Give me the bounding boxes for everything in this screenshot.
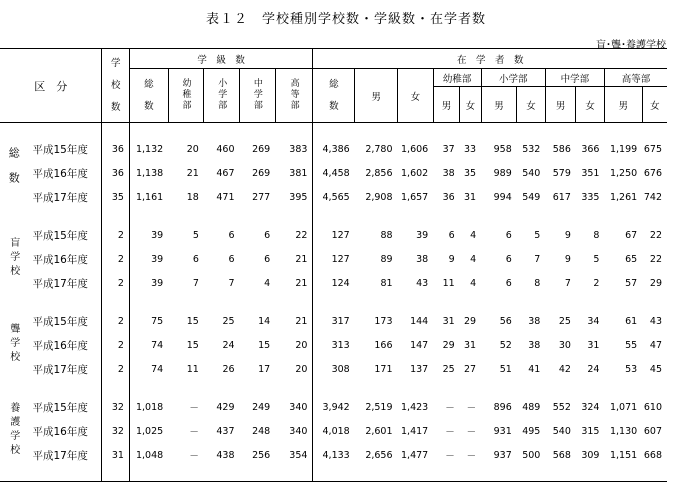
table-cell: 75 [151, 315, 164, 327]
category-header: 区 分 [0, 49, 102, 123]
group-label-total: 総数 [7, 146, 21, 197]
table-cell: 489 [522, 401, 541, 413]
table-cell: 74 [151, 363, 164, 375]
table-cell: 549 [522, 191, 541, 203]
table-row [0, 419, 667, 443]
table-cell: 1,161 [135, 191, 164, 203]
table-cell: 24 [587, 363, 600, 375]
year-label: 平成16年度 [27, 247, 102, 271]
table-cell: 25 [558, 315, 571, 327]
table-cell: 1,018 [135, 401, 164, 413]
mi-male-header: 男 [545, 87, 576, 123]
table-cell: 568 [552, 449, 571, 461]
table-cell: 1,250 [609, 167, 638, 179]
table-cell: 256 [252, 449, 271, 461]
table-cell: 5 [534, 229, 541, 241]
table-cell: 249 [252, 401, 271, 413]
table-cell: 31 [442, 315, 455, 327]
table-cell: － [189, 451, 199, 462]
table-cell: 617 [552, 191, 571, 203]
table-cell: 29 [442, 339, 455, 351]
table-cell: 127 [331, 229, 350, 241]
table-cell: 675 [643, 143, 662, 155]
table-cell: 1,477 [401, 449, 429, 461]
table-cell: 21 [275, 309, 313, 333]
table-cell: 22 [275, 223, 313, 247]
table-cell: 351 [581, 167, 600, 179]
table-cell: 994 [493, 191, 512, 203]
table-cell: 2 [102, 271, 130, 295]
year-label: 平成15年度 [27, 223, 102, 247]
table-cell: 383 [275, 137, 313, 161]
table-cell: 2,780 [365, 143, 393, 155]
table-cell: 22 [649, 253, 662, 265]
table-cell: 742 [643, 191, 662, 203]
table-cell: 65 [625, 253, 638, 265]
table-cell: 2,656 [365, 449, 393, 461]
table-cell: － [445, 427, 455, 438]
table-cell: 18 [186, 191, 199, 203]
table-cell: 32 [102, 419, 130, 443]
table-cell: 366 [581, 143, 600, 155]
elementary-header: 小学部 [481, 69, 545, 87]
table-cell: 896 [493, 401, 512, 413]
table-cell: 460 [216, 143, 235, 155]
table-cell: 2 [102, 223, 130, 247]
table-cell: 2,519 [365, 401, 393, 413]
table-cell: 45 [649, 363, 662, 375]
table-cell: 29 [649, 277, 662, 289]
table-cell: 958 [493, 143, 512, 155]
table-cell: － [445, 403, 455, 414]
table-cell: 4,133 [322, 449, 350, 461]
table-cell: 25 [222, 315, 235, 327]
table-cell: 43 [649, 315, 662, 327]
table-cell: 579 [552, 167, 571, 179]
table-cell: 931 [493, 425, 512, 437]
table-cell: 540 [522, 167, 541, 179]
table-cell: 6 [264, 229, 271, 241]
classes-elementary-header: 小学部 [204, 69, 240, 123]
table-cell: 74 [151, 339, 164, 351]
table-cell: 41 [528, 363, 541, 375]
table-cell: 6 [505, 277, 512, 289]
mi-female-header: 女 [576, 87, 605, 123]
table-row [0, 161, 667, 185]
table-row [0, 309, 667, 333]
classes-header: 学 級 数 [129, 49, 312, 69]
table-cell: － [445, 451, 455, 462]
table-cell: 437 [216, 425, 235, 437]
year-label: 平成15年度 [27, 309, 102, 333]
group-label-rou: 聾学校 [7, 322, 19, 365]
table-cell: 381 [275, 161, 313, 185]
table-cell: 500 [522, 449, 541, 461]
table-cell: 37 [442, 143, 455, 155]
table-cell: 4 [470, 253, 477, 265]
table-cell: 89 [380, 253, 393, 265]
classes-kindergarten-header: 幼稚部 [168, 69, 204, 123]
table-cell: 340 [275, 395, 313, 419]
table-cell: 9 [564, 229, 571, 241]
table-cell: 38 [528, 339, 541, 351]
classes-high-header: 高等部 [275, 69, 313, 123]
table-cell: 1,261 [609, 191, 638, 203]
table-cell: 269 [252, 167, 271, 179]
group-label-mou: 盲学校 [7, 236, 19, 279]
year-label: 平成16年度 [27, 161, 102, 185]
table-cell: 313 [331, 339, 350, 351]
table-cell: － [189, 427, 199, 438]
table-cell: － [466, 451, 477, 462]
table-cell: 35 [464, 167, 477, 179]
table-cell: 127 [331, 253, 350, 265]
table-cell: 989 [493, 167, 512, 179]
table-cell: 467 [216, 167, 235, 179]
table-cell: 4,565 [322, 191, 350, 203]
table-cell: 2,601 [365, 425, 393, 437]
table-row [0, 271, 667, 295]
el-female-header: 女 [517, 87, 546, 123]
students-header: 在 学 者 数 [313, 49, 667, 69]
table-cell: 43 [416, 277, 429, 289]
middle-header: 中学部 [545, 69, 604, 87]
table-cell: 171 [374, 363, 393, 375]
table-cell: 20 [275, 333, 313, 357]
table-cell: 47 [649, 339, 662, 351]
statistics-table [0, 48, 667, 482]
table-cell: 137 [410, 363, 429, 375]
table-cell: 57 [625, 277, 638, 289]
table-row [0, 357, 667, 381]
table-cell: 2 [102, 247, 130, 271]
table-cell: 21 [186, 167, 199, 179]
table-cell: 15 [258, 339, 271, 351]
table-cell: 36 [102, 161, 130, 185]
table-cell: 668 [643, 449, 662, 461]
table-cell: 6 [264, 253, 271, 265]
classes-total-header: 総 数 [129, 69, 168, 123]
table-cell: 53 [625, 363, 638, 375]
table-cell: － [466, 403, 477, 414]
table-cell: 1,151 [609, 449, 638, 461]
page-title: 表１２ 学校種別学校数・学級数・在学者数 [205, 12, 486, 27]
table-cell: 1,025 [135, 425, 164, 437]
year-label: 平成15年度 [27, 137, 102, 161]
table-cell: 51 [499, 363, 512, 375]
table-cell: 438 [216, 449, 235, 461]
table-cell: 5 [192, 229, 199, 241]
table-cell: 30 [558, 339, 571, 351]
table-cell: 2,856 [365, 167, 393, 179]
table-cell: 429 [216, 401, 235, 413]
table-cell: 56 [499, 315, 512, 327]
table-cell: 335 [581, 191, 600, 203]
table-cell: 20 [275, 357, 313, 381]
table-cell: 34 [587, 315, 600, 327]
table-cell: 2 [593, 277, 600, 289]
year-label: 平成15年度 [27, 395, 102, 419]
table-cell: 269 [252, 143, 271, 155]
schools-header: 学 校 数 [102, 49, 130, 123]
table-row [0, 395, 667, 419]
hi-male-header: 男 [604, 87, 642, 123]
table-cell: 20 [186, 143, 199, 155]
students-female-header: 女 [398, 69, 434, 123]
table-cell: 4,018 [322, 425, 350, 437]
table-cell: 248 [252, 425, 271, 437]
table-cell: 5 [593, 253, 600, 265]
table-cell: 4 [470, 277, 477, 289]
table-cell: － [189, 403, 199, 414]
table-cell: 324 [581, 401, 600, 413]
table-cell: 31 [464, 191, 477, 203]
table-cell: 586 [552, 143, 571, 155]
table-cell: 6 [192, 253, 199, 265]
table-cell: 8 [593, 229, 600, 241]
table-cell: 39 [416, 229, 429, 241]
table-cell: 39 [151, 253, 164, 265]
table-cell: 4,458 [322, 167, 350, 179]
table-cell: 7 [192, 277, 199, 289]
table-cell: 35 [102, 185, 130, 209]
table-cell: 147 [410, 339, 429, 351]
table-cell: 6 [505, 229, 512, 241]
table-cell: 4 [470, 229, 477, 241]
students-total-header: 総 数 [313, 69, 355, 123]
table-cell: 52 [499, 339, 512, 351]
table-row [0, 333, 667, 357]
year-label: 平成17年度 [27, 357, 102, 381]
year-label: 平成17年度 [27, 271, 102, 295]
high-header: 高等部 [604, 69, 667, 87]
table-cell: 21 [275, 247, 313, 271]
table-cell: 6 [228, 229, 235, 241]
table-cell: 1,199 [609, 143, 638, 155]
table-cell: 17 [258, 363, 271, 375]
table-cell: 317 [331, 315, 350, 327]
table-cell: 144 [410, 315, 429, 327]
table-cell: 7 [228, 277, 235, 289]
table-cell: 610 [643, 401, 662, 413]
table-cell: 395 [275, 185, 313, 209]
table-cell: 173 [374, 315, 393, 327]
table-cell: 937 [493, 449, 512, 461]
table-cell: 1,071 [609, 401, 638, 413]
table-cell: 1,606 [401, 143, 429, 155]
table-cell: 1,138 [135, 167, 164, 179]
table-cell: 39 [151, 277, 164, 289]
table-cell: 81 [380, 277, 393, 289]
kg-female-header: 女 [460, 87, 481, 123]
table-cell: 39 [151, 229, 164, 241]
table-cell: 308 [331, 363, 350, 375]
table-cell: 1,417 [401, 425, 429, 437]
table-cell: 2 [102, 333, 130, 357]
table-cell: 42 [558, 363, 571, 375]
table-row [0, 443, 667, 467]
table-cell: 2 [102, 309, 130, 333]
table-cell: 11 [186, 363, 199, 375]
table-cell: 4,386 [322, 143, 350, 155]
table-cell: 1,602 [401, 167, 429, 179]
table-cell: 24 [222, 339, 235, 351]
table-cell: 6 [448, 229, 455, 241]
table-cell: 31 [587, 339, 600, 351]
table-cell: 33 [464, 143, 477, 155]
table-row [0, 247, 667, 271]
classes-middle-header: 中学部 [240, 69, 276, 123]
year-label: 平成17年度 [27, 185, 102, 209]
table-cell: 31 [102, 443, 130, 467]
table-cell: 340 [275, 419, 313, 443]
table-row [0, 137, 667, 161]
table-cell: 25 [442, 363, 455, 375]
table-cell: 9 [564, 253, 571, 265]
table-cell: 38 [416, 253, 429, 265]
table-cell: 676 [643, 167, 662, 179]
table-cell: 471 [216, 191, 235, 203]
table-cell: 29 [464, 315, 477, 327]
table-cell: 1,048 [135, 449, 164, 461]
table-cell: 166 [374, 339, 393, 351]
table-cell: 9 [448, 253, 455, 265]
table-cell: 124 [331, 277, 350, 289]
table-cell: 309 [581, 449, 600, 461]
table-cell: 36 [442, 191, 455, 203]
el-male-header: 男 [481, 87, 517, 123]
hi-female-header: 女 [642, 87, 667, 123]
table-cell: 552 [552, 401, 571, 413]
table-cell: 26 [222, 363, 235, 375]
group-label-yougo: 養護学校 [7, 401, 19, 458]
table-cell: 32 [102, 395, 130, 419]
table-cell: 532 [522, 143, 541, 155]
table-cell: 2 [102, 357, 130, 381]
table-cell: 88 [380, 229, 393, 241]
table-cell: 1,130 [609, 425, 638, 437]
table-cell: 38 [442, 167, 455, 179]
table-cell: 495 [522, 425, 541, 437]
table-cell: 21 [275, 271, 313, 295]
table-cell: 15 [186, 339, 199, 351]
table-cell: 7 [534, 253, 541, 265]
table-cell: 607 [643, 425, 662, 437]
table-cell: 67 [625, 229, 638, 241]
table-row [0, 185, 667, 209]
table-cell: 4 [264, 277, 271, 289]
table-cell: 61 [625, 315, 638, 327]
table-cell: 6 [505, 253, 512, 265]
table-row [0, 223, 667, 247]
table-cell: 8 [534, 277, 541, 289]
table-cell: 540 [552, 425, 571, 437]
table-cell: 7 [564, 277, 571, 289]
year-label: 平成17年度 [27, 443, 102, 467]
table-cell: 6 [228, 253, 235, 265]
table-cell: － [466, 427, 477, 438]
table-cell: 315 [581, 425, 600, 437]
table-cell: 2,908 [365, 191, 393, 203]
table-cell: 1,132 [135, 143, 164, 155]
table-cell: 277 [252, 191, 271, 203]
table-cell: 15 [186, 315, 199, 327]
students-male-header: 男 [355, 69, 398, 123]
year-label: 平成16年度 [27, 419, 102, 443]
kindergarten-header: 幼稚部 [433, 69, 481, 87]
table-cell: 1,423 [401, 401, 429, 413]
table-cell: 31 [464, 339, 477, 351]
table-cell: 3,942 [322, 401, 350, 413]
table-cell: 14 [258, 315, 271, 327]
table-cell: 11 [442, 277, 455, 289]
table-cell: 1,657 [401, 191, 429, 203]
table-cell: 55 [625, 339, 638, 351]
table-cell: 354 [275, 443, 313, 467]
table-cell: 22 [649, 229, 662, 241]
kg-male-header: 男 [433, 87, 460, 123]
table-cell: 27 [464, 363, 477, 375]
table-cell: 38 [528, 315, 541, 327]
year-label: 平成16年度 [27, 333, 102, 357]
table-cell: 36 [102, 137, 130, 161]
table-subtitle: 盲･聾･養護学校 [596, 40, 666, 51]
